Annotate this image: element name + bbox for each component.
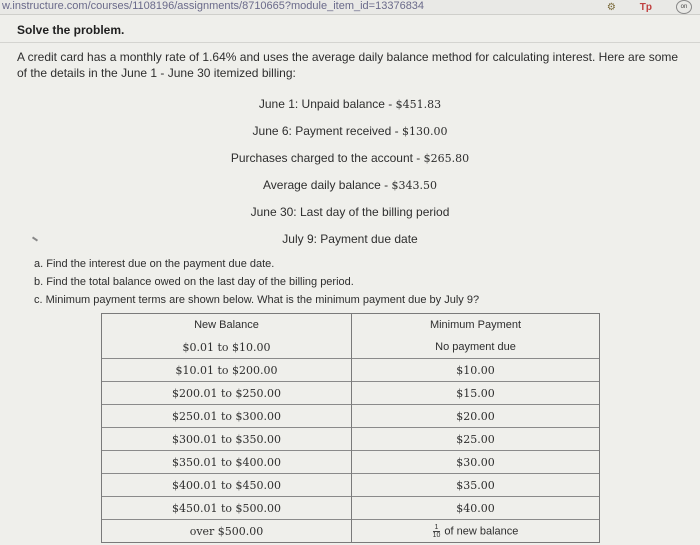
table-row <box>102 359 600 382</box>
balance-range: $10.01 to $200.00 <box>102 359 352 382</box>
table-row <box>102 474 600 497</box>
detail-label: July 9: Payment due date <box>282 232 418 246</box>
detail-label: June 1: Unpaid balance - <box>258 97 396 111</box>
url-text[interactable]: w.instructure.com/courses/1108196/assignments/8710665?module_item_id=13376834 <box>2 0 425 12</box>
balance-range: $250.01 to $300.00 <box>102 405 352 428</box>
question-a: a. Find the interest due on the payment due date. <box>34 258 275 270</box>
table-row <box>102 428 600 451</box>
fraction-one-tenth <box>433 524 441 539</box>
minimum-payment: $40.00 <box>352 497 600 520</box>
balance-range: $300.01 to $350.00 <box>102 428 352 451</box>
table-row <box>102 497 600 520</box>
detail-value: $130.00 <box>401 125 448 138</box>
detail-average-daily-balance <box>0 178 700 192</box>
minimum-payment: $10.00 <box>352 359 600 382</box>
balance-range: over $500.00 <box>102 520 352 543</box>
minimum-payment: $30.00 <box>352 451 600 474</box>
detail-due-date <box>0 232 700 246</box>
minimum-payment-text: of new balance <box>444 524 519 537</box>
balance-range: $0.01 to $10.00 <box>102 336 352 359</box>
minimum-payment: $20.00 <box>352 405 600 428</box>
minimum-payment: $15.00 <box>352 382 600 405</box>
detail-value: $451.83 <box>395 98 442 111</box>
balance-range: $200.01 to $250.00 <box>102 382 352 405</box>
fraction-denominator: 10 <box>432 531 441 539</box>
question-c: c. Minimum payment terms are shown below. What is the minimum payment due by July 9? <box>34 294 480 306</box>
minimum-payment: No payment due <box>352 336 600 359</box>
tp-icon[interactable]: Tp <box>639 1 652 13</box>
detail-value: $265.80 <box>423 152 470 165</box>
question-b: b. Find the total balance owed on the last day of the billing period. <box>34 276 354 288</box>
browser-toolbar-icons <box>607 0 692 14</box>
detail-payment-received <box>0 124 700 138</box>
detail-label: Average daily balance - <box>262 178 392 192</box>
table-row <box>102 520 600 543</box>
detail-label: Purchases charged to the account - <box>230 151 424 165</box>
minimum-payment-table <box>101 313 600 543</box>
minimum-payment: $35.00 <box>352 474 600 497</box>
table-row <box>102 382 600 405</box>
table-header-row <box>102 314 600 337</box>
detail-label: June 6: Payment received - <box>252 124 402 138</box>
browser-url-bar[interactable] <box>0 0 700 15</box>
detail-last-day <box>0 205 700 219</box>
table-row <box>102 336 600 359</box>
detail-label: June 30: Last day of the billing period <box>250 205 450 219</box>
puzzle-icon[interactable]: ⚙ <box>606 1 616 13</box>
table-row <box>102 405 600 428</box>
minimum-payment <box>352 520 600 543</box>
table-row <box>102 451 600 474</box>
profile-icon[interactable]: on <box>676 0 692 14</box>
header-new-balance: New Balance <box>102 314 352 337</box>
detail-unpaid-balance <box>0 97 700 111</box>
fraction-numerator: 1 <box>434 523 439 531</box>
detail-value: $343.50 <box>391 179 438 192</box>
problem-title: Solve the problem. <box>17 23 125 37</box>
problem-header <box>0 15 700 43</box>
detail-purchases <box>0 151 700 165</box>
header-minimum-payment: Minimum Payment <box>352 314 600 337</box>
minimum-payment: $25.00 <box>352 428 600 451</box>
balance-range: $400.01 to $450.00 <box>102 474 352 497</box>
balance-range: $350.01 to $400.00 <box>102 451 352 474</box>
problem-prompt: A credit card has a monthly rate of 1.64% and uses the average daily balance method for calculating interest. Here are some of the details in the June 1 - June 30 itemized billing: <box>17 50 679 80</box>
balance-range: $450.01 to $500.00 <box>102 497 352 520</box>
